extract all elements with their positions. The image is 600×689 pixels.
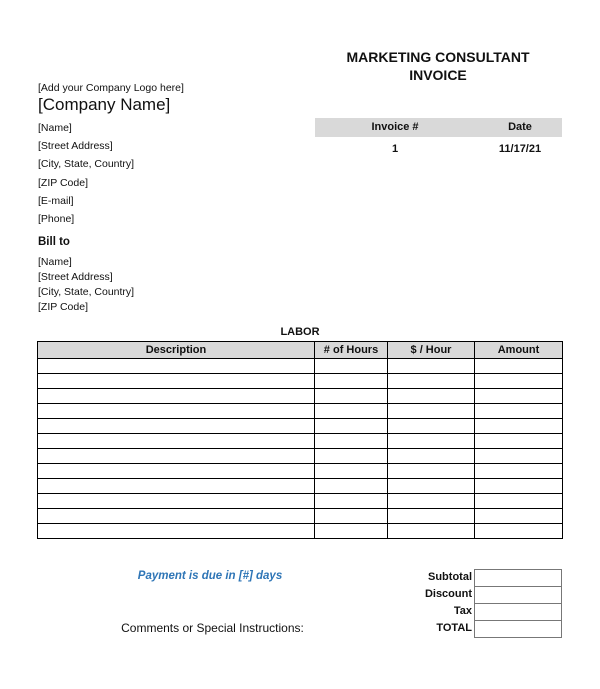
amount-cell[interactable] [475,449,563,464]
description-column-header: Description [38,342,315,359]
description-cell[interactable] [38,479,315,494]
rate-cell[interactable] [388,509,475,524]
invoice-number-header: Invoice # [371,121,419,133]
description-cell[interactable] [38,464,315,479]
rate-cell[interactable] [388,434,475,449]
discount-field[interactable] [474,586,562,604]
amount-cell[interactable] [475,524,563,539]
amount-cell[interactable] [475,389,563,404]
billto-name-field: [Name] [38,256,72,268]
table-row [38,389,563,404]
total-field[interactable] [474,620,562,638]
company-street-field: [Street Address] [38,140,113,152]
rate-cell[interactable] [388,419,475,434]
logo-placeholder: [Add your Company Logo here] [38,82,184,94]
table-row [38,404,563,419]
invoice-title-line1: MARKETING CONSULTANT [346,49,530,65]
description-cell[interactable] [38,434,315,449]
bill-to-label: Bill to [38,236,70,248]
description-cell[interactable] [38,359,315,374]
amount-cell[interactable] [475,419,563,434]
rate-cell[interactable] [388,359,475,374]
labor-section-label: LABOR [280,326,320,338]
amount-cell[interactable] [475,374,563,389]
rate-cell[interactable] [388,389,475,404]
total-label: TOTAL [436,622,472,634]
subtotal-field[interactable] [474,569,562,587]
amount-cell[interactable] [475,464,563,479]
table-row [38,434,563,449]
rate-cell[interactable] [388,494,475,509]
description-cell[interactable] [38,494,315,509]
hours-cell[interactable] [315,449,388,464]
table-row [38,524,563,539]
billto-zip-field: [ZIP Code] [38,301,88,313]
hours-cell[interactable] [315,494,388,509]
description-cell[interactable] [38,419,315,434]
table-row [38,479,563,494]
company-name: [Company Name] [38,95,171,114]
rate-cell[interactable] [388,524,475,539]
date-value: 11/17/21 [498,143,542,155]
table-row [38,359,563,374]
table-row [38,419,563,434]
description-cell[interactable] [38,374,315,389]
table-header-row [38,342,563,359]
payment-due-note: Payment is due in [#] days [137,570,283,582]
amount-cell[interactable] [475,509,563,524]
amount-column-header: Amount [475,342,563,359]
amount-cell[interactable] [475,404,563,419]
table-row [38,464,563,479]
description-cell[interactable] [38,449,315,464]
rate-cell[interactable] [388,449,475,464]
rate-column-header: $ / Hour [388,342,475,359]
table-row [38,509,563,524]
company-city-field: [City, State, Country] [38,158,135,170]
hours-cell[interactable] [315,434,388,449]
hours-cell[interactable] [315,389,388,404]
discount-label: Discount [424,588,472,600]
hours-cell[interactable] [315,479,388,494]
billto-street-field: [Street Address] [38,271,113,283]
company-phone-field: [Phone] [38,213,75,225]
table-row [38,494,563,509]
billto-city-field: [City, State, Country] [38,286,135,298]
description-cell[interactable] [38,404,315,419]
invoice-number-value: 1 [391,143,399,155]
rate-cell[interactable] [388,404,475,419]
labor-table [37,341,563,539]
company-email-field: [E-mail] [38,195,74,207]
hours-cell[interactable] [315,524,388,539]
comments-label: Comments or Special Instructions: [121,621,304,635]
rate-cell[interactable] [388,479,475,494]
table-row [38,374,563,389]
date-header: Date [508,121,532,133]
description-cell[interactable] [38,389,315,404]
hours-cell[interactable] [315,509,388,524]
company-zip-field: [ZIP Code] [38,177,88,189]
company-name-field: [Name] [38,122,72,134]
description-cell[interactable] [38,509,315,524]
description-cell[interactable] [38,524,315,539]
amount-cell[interactable] [475,434,563,449]
hours-cell[interactable] [315,374,388,389]
labor-table-body [38,359,563,539]
invoice-title-line2: INVOICE [409,67,467,83]
rate-cell[interactable] [388,464,475,479]
amount-cell[interactable] [475,479,563,494]
subtotal-label: Subtotal [428,571,472,583]
hours-cell[interactable] [315,359,388,374]
hours-column-header: # of Hours [315,342,388,359]
amount-cell[interactable] [475,359,563,374]
rate-cell[interactable] [388,374,475,389]
hours-cell[interactable] [315,404,388,419]
invoice-meta-header [315,118,562,137]
hours-cell[interactable] [315,419,388,434]
hours-cell[interactable] [315,464,388,479]
amount-cell[interactable] [475,494,563,509]
tax-label: Tax [453,605,472,617]
tax-field[interactable] [474,603,562,621]
table-row [38,449,563,464]
